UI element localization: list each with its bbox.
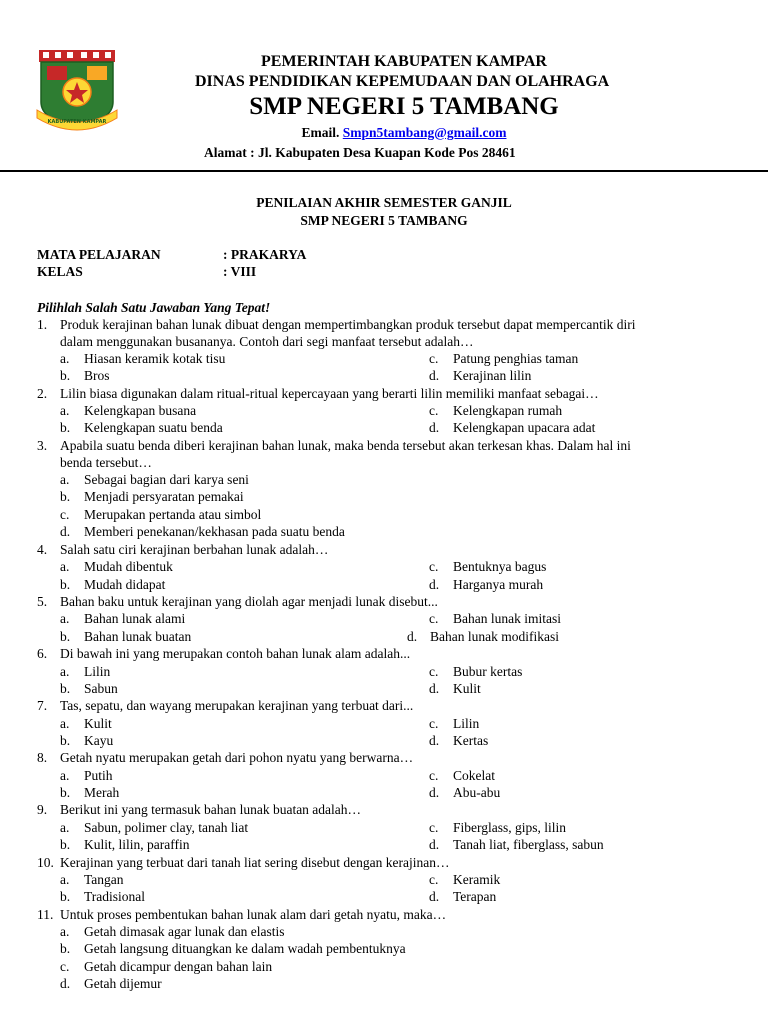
option-letter: b. — [60, 785, 71, 800]
option-text: Bentuknya bagus — [453, 559, 547, 574]
option-letter: a. — [60, 403, 70, 418]
option-letter: d. — [429, 889, 440, 904]
question-text: Untuk proses pembentukan bahan lunak alam dari getah nyatu, maka… — [60, 907, 447, 922]
header-government: PEMERINTAH KABUPATEN KAMPAR — [261, 53, 547, 70]
option-letter: b. — [60, 489, 71, 504]
option-text: Abu-abu — [453, 785, 501, 800]
option-letter: a. — [60, 611, 70, 626]
option-letter: d. — [429, 681, 440, 696]
option-text: Tanah liat, fiberglass, sabun — [453, 837, 604, 852]
option-text: Harganya murah — [453, 577, 544, 592]
option-letter: c. — [429, 872, 439, 887]
email-link[interactable]: Smpn5tambang@gmail.com — [342, 125, 507, 140]
option-letter: d. — [429, 785, 440, 800]
option-text: Bahan lunak alami — [84, 611, 186, 626]
option-text: Lilin — [84, 664, 111, 679]
option-text: Kelengkapan rumah — [453, 403, 563, 418]
question-text: Di bawah ini yang merupakan contoh bahan lunak alam adalah... — [60, 646, 411, 661]
option-letter: d. — [407, 629, 418, 644]
option-text: Memberi penekanan/kekhasan pada suatu benda — [84, 524, 345, 539]
question-number: 2. — [37, 386, 48, 401]
question-text: Berikut ini yang termasuk bahan lunak buatan adalah… — [60, 802, 362, 817]
option-letter: c. — [60, 507, 70, 522]
option-letter: c. — [429, 403, 439, 418]
question-text: Lilin biasa digunakan dalam ritual-ritual kepercayaan yang berarti lilin memiliki manfaat sebagai… — [60, 386, 599, 401]
option-text: Kulit, lilin, paraffin — [84, 837, 190, 852]
option-letter: b. — [60, 681, 71, 696]
option-text: Fiberglass, gips, lilin — [453, 820, 567, 835]
option-letter: d. — [60, 524, 71, 539]
option-text: Sebagai bagian dari karya seni — [84, 472, 249, 487]
question-text: Kerajinan yang terbuat dari tanah liat sering disebut dengan kerajinan… — [60, 855, 450, 870]
subject-value: : PRAKARYA — [223, 247, 307, 262]
question-number: 4. — [37, 542, 48, 557]
option-letter: a. — [60, 351, 70, 366]
option-letter: c. — [429, 716, 439, 731]
option-text: Kerajinan lilin — [453, 368, 532, 383]
question-number: 1. — [37, 317, 48, 332]
option-text: Kelengkapan suatu benda — [84, 420, 223, 435]
email-label: Email. — [301, 125, 340, 140]
question-text: Produk kerajinan bahan lunak dibuat dengan mempertimbangkan produk tersebut dapat mempercantik diri — [60, 317, 636, 332]
option-text: Getah dicampur dengan bahan lain — [84, 959, 273, 974]
option-text: Mudah didapat — [84, 577, 166, 592]
exam-title: PENILAIAN AKHIR SEMESTER GANJIL — [256, 195, 512, 210]
option-letter: d. — [429, 577, 440, 592]
option-text: Menjadi persyaratan pemakai — [84, 489, 244, 504]
question-text: dalam menggunakan busananya. Contoh dari segi manfaat tersebut adalah… — [60, 334, 474, 349]
option-text: Kulit — [453, 681, 481, 696]
option-letter: c. — [429, 664, 439, 679]
option-text: Bros — [84, 368, 110, 383]
question-text: Apabila suatu benda diberi kerajinan bahan lunak, maka benda tersebut akan terkesan khas. Dalam hal ini — [60, 438, 631, 453]
question-number: 7. — [37, 698, 48, 713]
option-text: Terapan — [453, 889, 497, 904]
option-text: Patung penghias taman — [453, 351, 579, 366]
option-letter: b. — [60, 837, 71, 852]
question-text: Bahan baku untuk kerajinan yang diolah agar menjadi lunak disebut... — [60, 594, 438, 609]
option-text: Bahan lunak modifikasi — [430, 629, 559, 644]
option-letter: d. — [429, 368, 440, 383]
question-text: benda tersebut… — [60, 455, 152, 470]
option-text: Putih — [84, 768, 113, 783]
kampar-regency-logo — [33, 50, 121, 132]
option-letter: a. — [60, 872, 70, 887]
option-text: Getah dimasak agar lunak dan elastis — [84, 924, 285, 939]
option-letter: c. — [429, 611, 439, 626]
option-text: Tradisional — [84, 889, 146, 904]
question-text: Salah satu ciri kerajinan berbahan lunak adalah… — [60, 542, 329, 557]
option-text: Kayu — [84, 733, 114, 748]
option-letter: b. — [60, 629, 71, 644]
subject-label: MATA PELAJARAN — [37, 247, 161, 262]
question-number: 8. — [37, 750, 48, 765]
option-letter: a. — [60, 472, 70, 487]
option-letter: a. — [60, 664, 70, 679]
option-text: Hiasan keramik kotak tisu — [84, 351, 226, 366]
option-letter: a. — [60, 924, 70, 939]
option-letter: d. — [60, 976, 71, 991]
option-letter: b. — [60, 420, 71, 435]
option-letter: a. — [60, 768, 70, 783]
header-school-name: SMP NEGERI 5 TAMBANG — [249, 93, 559, 120]
option-text: Bubur kertas — [453, 664, 523, 679]
svg-text:KABUPATEN KAMPAR: KABUPATEN KAMPAR — [47, 119, 107, 125]
option-letter: b. — [60, 368, 71, 383]
option-letter: c. — [429, 559, 439, 574]
question-number: 9. — [37, 802, 48, 817]
option-text: Getah langsung dituangkan ke dalam wadah pembentuknya — [84, 941, 406, 956]
option-text: Tangan — [84, 872, 124, 887]
option-text: Getah dijemur — [84, 976, 162, 991]
option-letter: d. — [429, 733, 440, 748]
question-number: 5. — [37, 594, 48, 609]
option-text: Merah — [84, 785, 120, 800]
option-letter: c. — [429, 820, 439, 835]
class-label: KELAS — [37, 264, 83, 279]
header-address: Alamat : Jl. Kabupaten Desa Kuapan Kode Pos 28461 — [204, 145, 516, 160]
question-number: 3. — [37, 438, 48, 453]
option-letter: a. — [60, 559, 70, 574]
question-text: Tas, sepatu, dan wayang merupakan kerajinan yang terbuat dari... — [60, 698, 414, 713]
question-number: 6. — [37, 646, 48, 661]
option-text: Lilin — [453, 716, 480, 731]
option-text: Bahan lunak imitasi — [453, 611, 561, 626]
option-text: Keramik — [453, 872, 501, 887]
option-letter: c. — [429, 768, 439, 783]
option-text: Kulit — [84, 716, 112, 731]
option-text: Sabun — [84, 681, 118, 696]
question-number: 11. — [37, 907, 54, 922]
option-text: Merupakan pertanda atau simbol — [84, 507, 262, 522]
option-text: Mudah dibentuk — [84, 559, 173, 574]
exam-school: SMP NEGERI 5 TAMBANG — [300, 213, 468, 228]
option-text: Kertas — [453, 733, 489, 748]
option-text: Cokelat — [453, 768, 495, 783]
option-letter: c. — [429, 351, 439, 366]
header-divider — [0, 170, 768, 172]
header-email — [140, 125, 668, 141]
option-letter: a. — [60, 716, 70, 731]
option-text: Bahan lunak buatan — [84, 629, 192, 644]
option-text: Sabun, polimer clay, tanah liat — [84, 820, 249, 835]
option-letter: a. — [60, 820, 70, 835]
question-text: Getah nyatu merupakan getah dari pohon nyatu yang berwarna… — [60, 750, 414, 765]
option-text: Kelengkapan upacara adat — [453, 420, 596, 435]
option-text: Kelengkapan busana — [84, 403, 197, 418]
option-letter: b. — [60, 733, 71, 748]
option-letter: b. — [60, 941, 71, 956]
class-value: : VIII — [223, 264, 257, 279]
question-number: 10. — [37, 855, 54, 870]
option-letter: c. — [60, 959, 70, 974]
header-department: DINAS PENDIDIKAN KEPEMUDAAN DAN OLAHRAGA — [195, 73, 610, 90]
option-letter: d. — [429, 837, 440, 852]
option-letter: b. — [60, 577, 71, 592]
option-letter: b. — [60, 889, 71, 904]
option-letter: d. — [429, 420, 440, 435]
instruction: Pilihlah Salah Satu Jawaban Yang Tepat! — [37, 300, 271, 315]
